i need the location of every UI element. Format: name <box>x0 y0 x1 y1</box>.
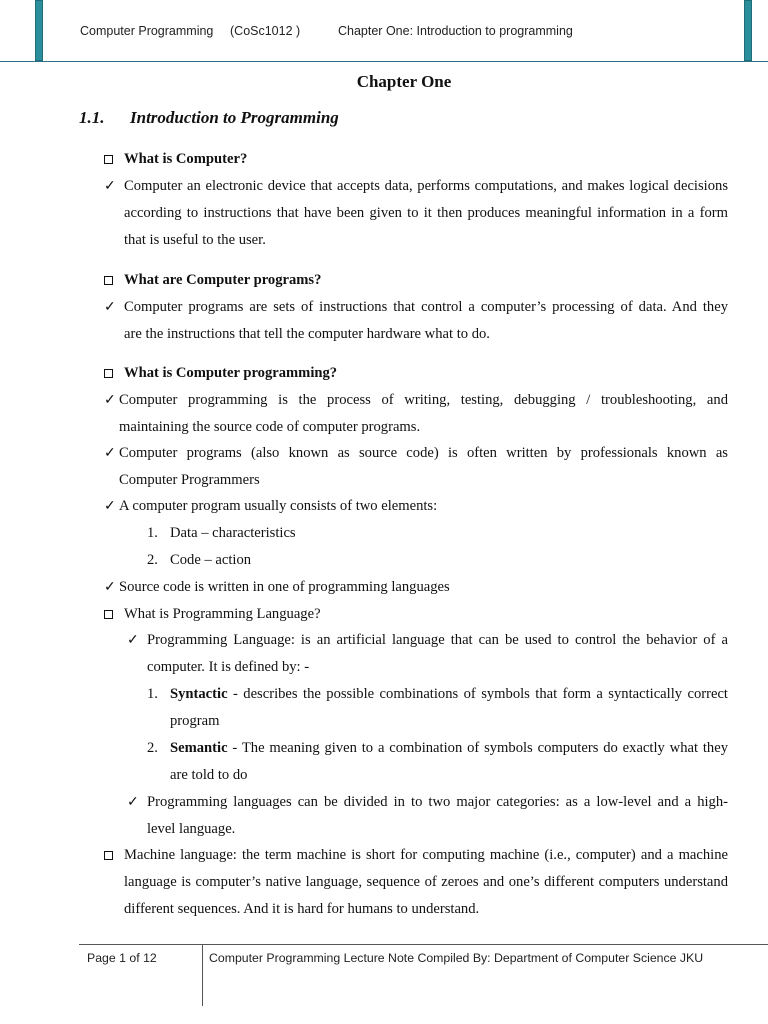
paragraph-line: according to instructions that have been given to it then produces meaningful information in a form <box>124 205 728 221</box>
checkmark-bullet-icon: ✓ <box>127 633 139 648</box>
checkbox-bullet-icon <box>104 276 113 285</box>
list-number: 1. <box>147 686 158 702</box>
paragraph-line: language is computer’s native language, sequence of zeroes and one’s different computers understand <box>124 874 728 890</box>
paragraph-line: level language. <box>147 821 236 837</box>
paragraph-line: Machine language: the term machine is short for computing machine (i.e., computer) and a machine <box>124 847 728 863</box>
header-course: Computer Programming <box>80 24 214 38</box>
paragraph-line: are the instructions that tell the computer hardware what to do. <box>124 326 490 342</box>
section-number: 1.1. <box>79 108 105 127</box>
list-number: 1. <box>147 525 158 541</box>
page-number: Page 1 of 12 <box>87 951 157 965</box>
list-number: 2. <box>147 552 158 568</box>
list-item <box>170 681 728 708</box>
paragraph-line: Computer Programmers <box>119 472 260 488</box>
question-heading: What are Computer programs? <box>124 272 322 288</box>
question-heading: What is Computer programming? <box>124 365 338 381</box>
paragraph-line: Computer an electronic device that accepts data, performs computations, and makes logical decisions <box>124 178 728 194</box>
checkbox-bullet-icon <box>104 369 113 378</box>
header-course-code: (CoSc1012 ) <box>230 24 301 38</box>
list-item-continuation: program <box>170 713 220 729</box>
checkmark-bullet-icon: ✓ <box>104 499 116 514</box>
paragraph-line: Computer programs are sets of instructions that control a computer’s processing of data. And they <box>124 299 728 315</box>
footer-note: Computer Programming Lecture Note Compiled By: Department of Computer Science JKU <box>209 951 704 965</box>
list-item <box>170 735 728 762</box>
paragraph-line: Source code is written in one of programming languages <box>119 579 450 595</box>
chapter-title: Chapter One <box>356 72 452 91</box>
paragraph-line: Programming Language: is an artificial language that can be used to control the behavior of a <box>147 632 728 648</box>
header-accent-bar-right <box>744 0 752 61</box>
footer-divider <box>79 944 768 945</box>
list-number: 2. <box>147 740 158 756</box>
paragraph-line: different sequences. And it is hard for humans to understand. <box>124 901 480 917</box>
checkbox-bullet-icon <box>104 851 113 860</box>
footer-vertical-divider <box>202 944 203 1006</box>
list-item: Code – action <box>170 552 252 568</box>
paragraph-line: that is useful to the user. <box>124 232 266 248</box>
term-semantic: Semantic <box>170 740 228 756</box>
term-description: - The meaning given to a combination of symbols computers do exactly what they <box>227 740 728 756</box>
checkmark-bullet-icon: ✓ <box>127 795 139 810</box>
checkmark-bullet-icon: ✓ <box>104 393 116 408</box>
term-description: - describes the possible combinations of symbols that form a syntactically correct <box>227 686 728 702</box>
checkmark-bullet-icon: ✓ <box>104 179 116 194</box>
checkbox-bullet-icon <box>104 610 113 619</box>
paragraph-line: Computer programs (also known as source code) is often written by professionals known as <box>119 445 728 461</box>
paragraph-line: Computer programming is the process of writing, testing, debugging / troubleshooting, and <box>119 392 728 408</box>
checkmark-bullet-icon: ✓ <box>104 300 116 315</box>
header-divider <box>0 61 768 62</box>
checkmark-bullet-icon: ✓ <box>104 580 116 595</box>
question-heading: What is Computer? <box>124 151 248 167</box>
header-accent-bar-left <box>35 0 43 61</box>
header-chapter: Chapter One: Introduction to programming <box>338 24 573 38</box>
checkmark-bullet-icon: ✓ <box>104 446 116 461</box>
term-syntactic: Syntactic <box>170 686 228 702</box>
paragraph-line: Programming languages can be divided in to two major categories: as a low-level and a high- <box>147 794 728 810</box>
paragraph-line: maintaining the source code of computer programs. <box>119 419 421 435</box>
list-item: Data – characteristics <box>170 525 296 541</box>
paragraph-line: A computer program usually consists of two elements: <box>119 498 438 514</box>
question-heading: What is Programming Language? <box>124 606 321 622</box>
list-item-continuation: are told to do <box>170 767 248 783</box>
checkbox-bullet-icon <box>104 155 113 164</box>
paragraph-line: computer. It is defined by: - <box>147 659 310 675</box>
section-title: Introduction to Programming <box>130 108 339 127</box>
